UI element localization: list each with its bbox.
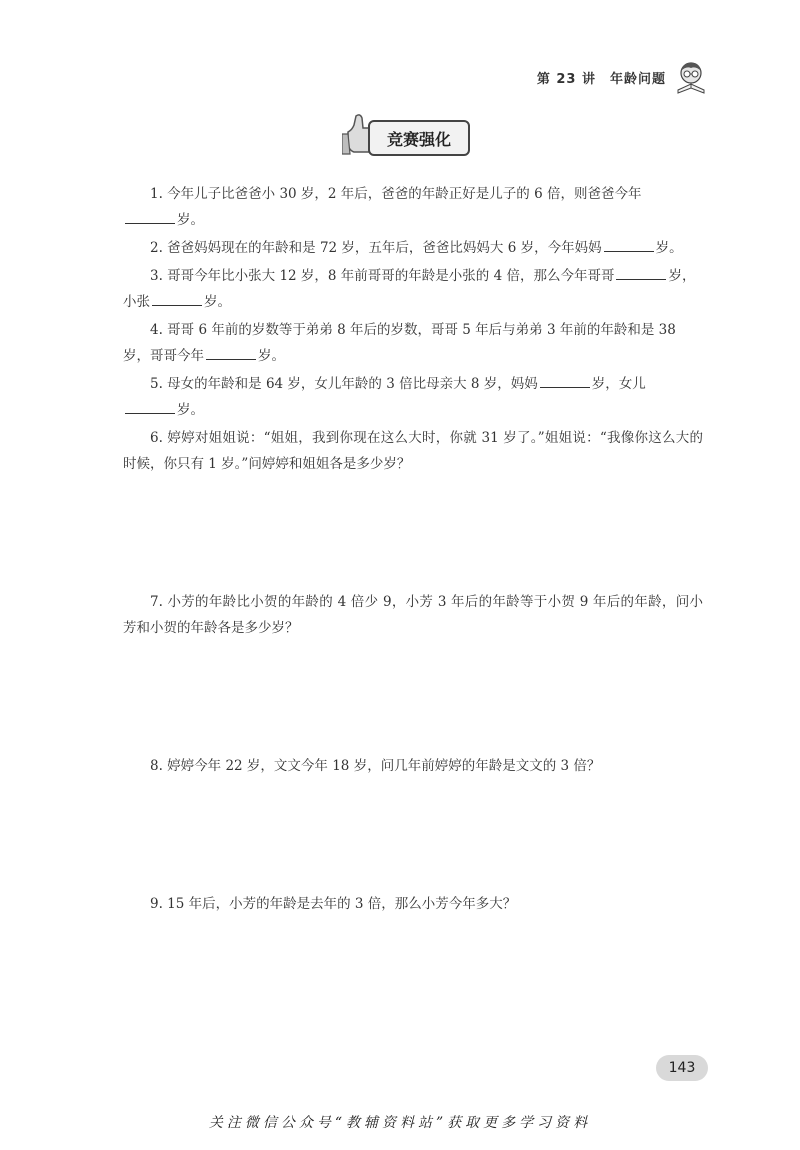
section-title: 竞赛强化 [368,120,470,156]
question-3-text-2: 小张 [123,294,150,310]
question-4-unit: 岁。 [258,348,285,364]
question-4 [123,317,703,369]
section-banner [342,112,472,160]
mascot-reading-icon [674,60,708,94]
question-1-unit: 岁。 [177,212,204,228]
header-text [537,68,666,87]
footer-note: 关注微信公众号“教辅资料站”获取更多学习资料 [208,1115,592,1131]
answer-blank[interactable] [125,209,175,224]
question-5-text: 5. 母女的年龄和是 64 岁，女儿年龄的 3 倍比母亲大 8 岁，妈妈 [150,376,538,392]
lecture-number: 第 23 讲 [536,71,596,87]
question-5 [123,371,703,423]
answer-blank[interactable] [206,345,256,360]
answer-blank[interactable] [125,399,175,414]
page-number: 143 [656,1055,708,1081]
answer-blank[interactable] [616,265,666,280]
question-7: 7. 小芳的年龄比小贺的年龄的 4 倍少 9，小芳 3 年后的年龄等于小贺 9 年后的年龄，问小芳和小贺的年龄各是多少岁？ [123,594,703,636]
question-3 [123,263,703,315]
question-6: 6. 婷婷对姐姐说：“姐姐，我到你现在这么大时，你就 31 岁了。”姐姐说：“我像你这么大的时候，你只有 1 岁。”问婷婷和姐姐各是多少岁？ [123,430,703,472]
question-8: 8. 婷婷今年 22 岁，文文今年 18 岁，问几年前婷婷的年龄是文文的 3 倍？ [150,758,601,774]
question-5-text-2: 岁，女儿 [591,376,646,392]
question-3-text: 3. 哥哥今年比小张大 12 岁，8 年前哥哥的年龄是小张的 4 倍，那么今年哥哥 [150,268,615,284]
question-5-unit: 岁。 [177,402,204,418]
answer-blank[interactable] [540,373,590,388]
answer-blank[interactable] [152,291,202,306]
page-header [537,60,708,94]
question-1 [123,181,703,233]
lecture-topic: 年龄问题 [609,71,666,87]
question-1-text: 1. 今年儿子比爸爸小 30 岁，2 年后，爸爸的年龄正好是儿子的 6 倍，则爸爸今年 [150,186,642,202]
question-list [123,181,703,919]
answer-blank[interactable] [604,237,654,252]
question-3-unit-2: 岁。 [204,294,231,310]
question-4-text: 4. 哥哥 6 年前的岁数等于弟弟 8 年后的岁数，哥哥 5 年后与弟弟 3 年前的年龄和是 38 [150,322,676,338]
question-9: 9. 15 年后，小芳的年龄是去年的 3 倍，那么小芳今年多大？ [150,896,517,912]
question-2-text: 2. 爸爸妈妈现在的年龄和是 72 岁，五年后，爸爸比妈妈大 6 岁，今年妈妈 [150,240,602,256]
question-2-unit: 岁。 [655,240,683,256]
question-2 [123,235,703,261]
question-3-unit: 岁， [668,268,696,284]
question-4-text-2: 岁，哥哥今年 [123,348,204,364]
